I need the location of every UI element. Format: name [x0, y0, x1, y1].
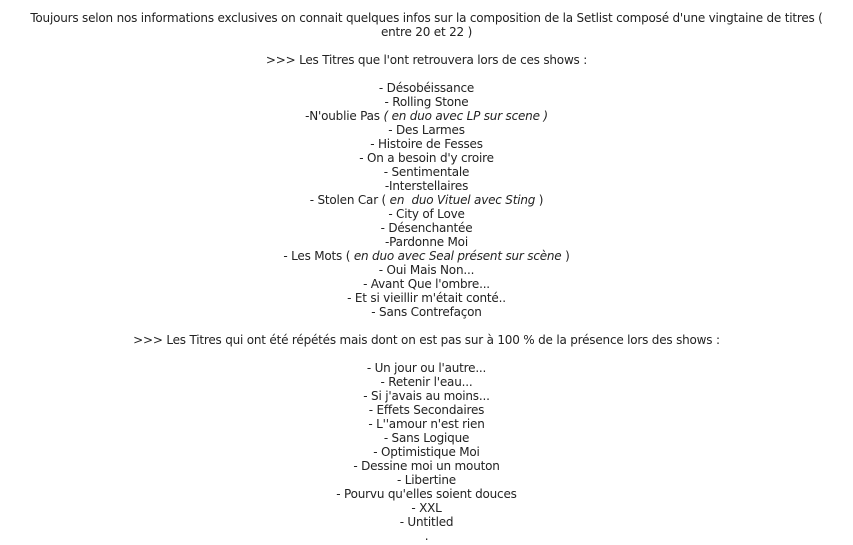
list-item: - City of Love — [388, 207, 465, 221]
list-item: - Un jour ou l'autre... — [366, 361, 487, 375]
list-item: - Oui Mais Non... — [378, 263, 475, 277]
list-item: - Optimistique Moi — [373, 445, 480, 459]
list-item: - Si j'avais au moins... — [363, 389, 490, 403]
rehearsed-titles-list — [0, 361, 853, 543]
list-item: - Les Mots ( en duo avec Seal présent sur scène ) — [283, 249, 570, 263]
list-item: - Untitled — [399, 515, 454, 529]
list-item: - Sans Contrefaçon — [371, 305, 482, 319]
list-item: -N'oublie Pas ( en duo avec LP sur scene ) — [305, 109, 548, 123]
duet-note: en duo avec Seal présent sur scène — [353, 249, 562, 263]
list-item: - Rolling Stone — [384, 95, 469, 109]
list-item: - Désobéissance — [378, 81, 475, 95]
list-item: - Retenir l'eau... — [380, 375, 473, 389]
list-item: - Sentimentale — [383, 165, 470, 179]
setlist-post — [0, 11, 853, 543]
list-item: -Interstellaires — [384, 179, 469, 193]
confirmed-titles-heading: >>> Les Titres que l'ont retrouvera lors de ces shows : — [265, 53, 588, 67]
list-item: -Pardonne Moi — [385, 235, 468, 249]
list-item: - Sans Logique — [383, 431, 470, 445]
list-item: - Des Larmes — [388, 123, 465, 137]
trailing-text: . — [424, 529, 429, 543]
list-item: - Histoire de Fesses — [370, 137, 483, 151]
intro-paragraph: Toujours selon nos informations exclusives on connait quelques infos sur la composition de la Setlist composé d'une vingtaine de titres ( entre 20 et 22 ) — [30, 11, 823, 39]
list-item: - Avant Que l'ombre... — [363, 277, 490, 291]
list-item: - Désenchantée — [380, 221, 473, 235]
list-item: - Libertine — [397, 473, 456, 487]
list-item: - Et si vieillir m'était conté.. — [347, 291, 506, 305]
list-item: - Pourvu qu'elles soient douces — [336, 487, 517, 501]
list-item: - L''amour n'est rien — [368, 417, 485, 431]
list-item: - Dessine moi un mouton — [353, 459, 500, 473]
duet-note: ( en duo avec LP sur scene ) — [383, 109, 548, 123]
list-item: - Effets Secondaires — [368, 403, 485, 417]
confirmed-titles-list — [0, 81, 853, 319]
duet-note: en duo Vituel avec Sting — [389, 193, 536, 207]
list-item: - Stolen Car ( en duo Vituel avec Sting ) — [309, 193, 544, 207]
list-item: - On a besoin d'y croire — [359, 151, 494, 165]
list-item: - XXL — [411, 501, 442, 515]
rehearsed-titles-heading: >>> Les Titres qui ont été répétés mais dont on est pas sur à 100 % de la présence lors des shows : — [133, 333, 720, 347]
